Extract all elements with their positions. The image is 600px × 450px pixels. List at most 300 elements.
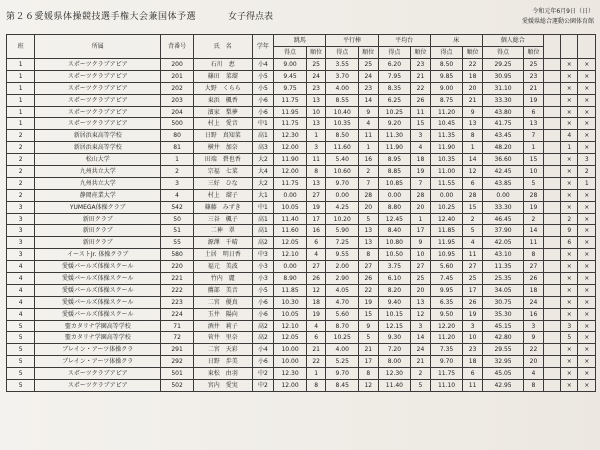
all-around-score: 43.85 [482,177,523,189]
floor-score: 6.35 [430,296,463,308]
beam-rank: 25 [411,273,431,285]
vault-rank: 13 [306,94,326,106]
grade-cell: 小4 [252,59,274,71]
all-around-rank: 4 [524,368,544,380]
floor-score: 11.10 [430,380,463,392]
table-row [7,332,596,344]
vault-rank: 26 [306,273,326,285]
extra-cell [543,284,560,296]
vault-rank: 4 [306,320,326,332]
name-cell: 横井 加奈 [193,142,252,154]
beam-rank: 17 [411,225,431,237]
group-cell: 2 [7,177,35,189]
table-row [7,70,596,82]
bars-score: 10.40 [326,106,359,118]
bars-rank: 13 [359,237,379,249]
all-around-score: 42.05 [482,237,523,249]
group-cell: 5 [7,344,35,356]
col-bars: 平行棒 [326,35,378,47]
bars-rank: 1 [359,142,379,154]
col-rank: 順位 [411,47,431,59]
vault-score: 12.30 [274,368,307,380]
team-cell: ブレイン・アーツ体操クラ [35,344,161,356]
floor-rank: 11 [463,249,483,261]
beam-score: 9.40 [378,296,411,308]
name-cell: 村上 愛音 [193,118,252,130]
team-cell: 松山大学 [35,154,161,166]
floor-score: 7.45 [430,273,463,285]
grade-cell: 小6 [252,296,274,308]
extra-cell: 9 [561,225,578,237]
bars-rank: 14 [359,94,379,106]
floor-rank: 3 [463,320,483,332]
extra-cell [543,118,560,130]
bib-cell: 203 [161,94,194,106]
extra-cell: × [561,380,578,392]
vault-rank: 11 [306,154,326,166]
beam-score: 11.90 [378,142,411,154]
team-cell: スポーツクラブアピア [35,59,161,71]
name-cell: 日野 真知菜 [193,130,252,142]
table-row [7,118,596,130]
vault-rank: 24 [306,70,326,82]
all-around-score: 36.60 [482,154,523,166]
group-cell: 3 [7,237,35,249]
bars-rank: 27 [359,261,379,273]
floor-score: 9.50 [430,308,463,320]
extra-cell: × [578,249,596,261]
vault-score: 11.95 [274,106,307,118]
all-around-score: 43.10 [482,249,523,261]
beam-score: 8.95 [378,154,411,166]
group-cell: 3 [7,225,35,237]
vault-score: 0.00 [274,261,307,273]
team-cell: YUMEGA体操クラブ [35,201,161,213]
beam-rank: 3 [411,320,431,332]
extra-cell: × [561,59,578,71]
extra-cell [543,237,560,249]
bars-rank: 9 [359,320,379,332]
name-cell: 東浜 楓香 [193,94,252,106]
all-around-rank: 14 [524,225,544,237]
bars-score: 10.60 [326,166,359,178]
table-row [7,261,596,273]
extra-cell: × [578,70,596,82]
all-around-score: 43.45 [482,130,523,142]
extra-cell: × [578,296,596,308]
beam-rank: 18 [411,154,431,166]
extra-cell: × [578,320,596,332]
group-cell: 5 [7,368,35,380]
group-cell: 2 [7,189,35,201]
col-vault: 跳馬 [274,35,326,47]
all-around-score: 33.30 [482,201,523,213]
floor-rank: 17 [463,284,483,296]
bars-rank: 8 [359,368,379,380]
all-around-rank: 20 [524,356,544,368]
name-cell: 二宮 優真 [193,296,252,308]
bib-cell: 220 [161,261,194,273]
bib-cell: 1 [161,154,194,166]
bib-cell: 81 [161,142,194,154]
extra-cell: 2 [578,166,596,178]
team-cell: 新田クラブ [35,213,161,225]
bars-score: 5.40 [326,154,359,166]
name-cell: 東松 由羽 [193,368,252,380]
all-around-score: 35.30 [482,308,523,320]
beam-score: 12.30 [378,368,411,380]
grade-cell: 小4 [252,344,274,356]
beam-rank: 12 [411,308,431,320]
vault-rank: 12 [306,284,326,296]
extra-cell [543,344,560,356]
extra-cell [543,320,560,332]
extra-cell: × [561,154,578,166]
bib-cell: 580 [161,249,194,261]
beam-rank: 11 [411,106,431,118]
vault-rank: 17 [306,213,326,225]
beam-score: 9.30 [378,332,411,344]
beam-rank: 27 [411,261,431,273]
beam-score: 10.85 [378,177,411,189]
all-around-score: 45.05 [482,368,523,380]
table-row [7,106,596,118]
floor-rank: 19 [463,308,483,320]
vault-score: 10.00 [274,344,307,356]
team-cell: スポーツクラブアピア [35,94,161,106]
name-cell: 宗福 七菜 [193,166,252,178]
vault-rank: 16 [306,225,326,237]
extra-cell: × [578,273,596,285]
extra-cell: × [578,142,596,154]
all-around-rank: 19 [524,94,544,106]
bars-score: 5.60 [326,308,359,320]
extra-cell: × [578,201,596,213]
grade-cell: 中1 [252,201,274,213]
floor-rank: 5 [463,225,483,237]
team-cell: ブレイン・アーツ体操クラ [35,356,161,368]
extra-cell: × [578,130,596,142]
team-cell: 愛媛パールズ体操スクール [35,296,161,308]
extra-cell [543,213,560,225]
extra-cell: 3 [578,154,596,166]
bars-rank: 20 [359,201,379,213]
floor-score: 11.55 [430,177,463,189]
floor-score: 12.20 [430,320,463,332]
bars-rank: 22 [359,284,379,296]
floor-rank: 21 [463,94,483,106]
bars-score: 2.00 [326,261,359,273]
floor-score: 8.75 [430,94,463,106]
floor-score: 0.00 [430,189,463,201]
col-beam: 平均台 [378,35,430,47]
bib-cell: 292 [161,356,194,368]
team-cell: 九州共立大学 [35,166,161,178]
extra-cell: 1 [578,177,596,189]
score-table [6,34,596,392]
floor-score: 8.50 [430,59,463,71]
vault-rank: 18 [306,296,326,308]
group-cell: 1 [7,94,35,106]
bars-score: 0.00 [326,189,359,201]
all-around-rank: 18 [524,284,544,296]
beam-score: 6.20 [378,59,411,71]
bib-cell: 55 [161,237,194,249]
all-around-score: 31.10 [482,82,523,94]
floor-rank: 27 [463,261,483,273]
bars-rank: 5 [359,332,379,344]
vault-rank: 22 [306,356,326,368]
extra-cell: × [561,177,578,189]
table-row [7,201,596,213]
group-cell: 3 [7,201,35,213]
col-score: 得点 [326,47,359,59]
all-around-rank: 26 [524,273,544,285]
beam-score: 8.20 [378,284,411,296]
bars-rank: 7 [359,177,379,189]
grade-cell: 小5 [252,284,274,296]
bars-rank: 4 [359,118,379,130]
beam-score: 0.00 [378,189,411,201]
floor-score: 11.90 [430,142,463,154]
extra-cell: × [561,261,578,273]
bars-score: 2.90 [326,273,359,285]
all-around-score: 37.90 [482,225,523,237]
group-cell: 1 [7,59,35,71]
all-around-score: 33.30 [482,94,523,106]
vault-score: 11.85 [274,284,307,296]
bars-rank: 28 [359,189,379,201]
team-cell: 新田クラブ [35,237,161,249]
bib-cell: 501 [161,368,194,380]
all-around-score: 30.75 [482,296,523,308]
vault-rank: 27 [306,189,326,201]
bars-score: 8.45 [326,380,359,392]
vault-score: 12.00 [274,142,307,154]
beam-rank: 24 [411,344,431,356]
beam-score: 10.15 [378,308,411,320]
bars-score: 8.50 [326,130,359,142]
floor-rank: 8 [463,130,483,142]
all-around-rank: 27 [524,261,544,273]
bars-score: 5.25 [326,356,359,368]
grade-cell: 小5 [252,70,274,82]
floor-score: 10.95 [430,249,463,261]
vault-score: 10.05 [274,201,307,213]
extra-cell: × [578,225,596,237]
floor-rank: 28 [463,189,483,201]
beam-score: 7.95 [378,70,411,82]
beam-score: 10.25 [378,106,411,118]
vault-score: 0.00 [274,189,307,201]
name-cell: 竹内 麗 [193,273,252,285]
team-cell: 愛媛パールズ体操スクール [35,273,161,285]
table-row [7,82,596,94]
name-cell: 酒井 莉子 [193,320,252,332]
extra-cell: × [561,166,578,178]
bib-cell: 223 [161,296,194,308]
extra-cell: × [561,249,578,261]
vault-score: 9.75 [274,82,307,94]
team-cell: イーストJr. 体操クラブ [35,249,161,261]
floor-score: 10.25 [430,201,463,213]
floor-rank: 1 [463,142,483,154]
bars-score: 8.70 [326,320,359,332]
team-cell: 聖カタリナ学園高等学校 [35,332,161,344]
vault-rank: 8 [306,380,326,392]
grade-cell: 中2 [252,368,274,380]
vault-rank: 4 [306,249,326,261]
table-row [7,273,596,285]
vault-score: 11.90 [274,154,307,166]
table-row [7,189,596,201]
floor-rank: 14 [463,154,483,166]
extra-cell: 5 [561,332,578,344]
beam-rank: 9 [411,237,431,249]
extra-cell: × [561,201,578,213]
bars-rank: 2 [359,166,379,178]
all-around-score: 42.95 [482,380,523,392]
floor-rank: 9 [463,106,483,118]
floor-score: 9.95 [430,284,463,296]
bars-rank: 21 [359,344,379,356]
group-cell: 2 [7,142,35,154]
extra-cell: × [578,213,596,225]
beam-rank: 26 [411,94,431,106]
vault-rank: 6 [306,332,326,344]
bib-cell: 224 [161,308,194,320]
all-around-score: 11.35 [482,261,523,273]
group-cell: 3 [7,213,35,225]
all-around-rank: 1 [524,142,544,154]
col-score: 得点 [482,47,523,59]
name-cell: 石川 恵 [193,59,252,71]
document-title: 第２６愛媛県体操競技選手権大会兼国体予選 [6,12,197,22]
name-cell: 濱家 梨夢 [193,106,252,118]
team-cell: 新居浜東高等学校 [35,130,161,142]
col-floor: 床 [430,35,482,47]
col-score: 得点 [274,47,307,59]
name-cell: 二神 翠 [193,225,252,237]
group-cell: 4 [7,273,35,285]
bars-score: 9.70 [326,368,359,380]
name-cell: 村上 瑠子 [193,189,252,201]
vault-score: 11.60 [274,225,307,237]
table-row [7,344,596,356]
group-cell: 4 [7,284,35,296]
all-around-rank: 3 [524,320,544,332]
extra-cell: × [578,106,596,118]
beam-score: 3.75 [378,261,411,273]
bars-score: 9.55 [326,249,359,261]
table-row [7,237,596,249]
group-cell: 4 [7,261,35,273]
bib-cell: 2 [161,166,194,178]
table-row [7,380,596,392]
table-row [7,296,596,308]
floor-rank: 13 [463,118,483,130]
vault-rank: 3 [306,142,326,154]
vault-score: 12.30 [274,130,307,142]
beam-rank: 23 [411,59,431,71]
extra-cell: × [561,70,578,82]
event-date: 令和元年6月9日（日） [532,8,594,15]
bib-cell: 80 [161,130,194,142]
bars-rank: 23 [359,82,379,94]
beam-score: 11.30 [378,130,411,142]
extra-cell [543,225,560,237]
bars-rank: 19 [359,296,379,308]
name-cell: 三谷 楓子 [193,213,252,225]
team-cell: スポーツクラブアピア [35,380,161,392]
table-row [7,356,596,368]
all-around-rank: 5 [524,177,544,189]
name-cell: 大野 くらら [193,82,252,94]
beam-rank: 2 [411,368,431,380]
beam-score: 10.50 [378,249,411,261]
all-around-score: 30.95 [482,70,523,82]
floor-score: 9.00 [430,82,463,94]
floor-rank: 26 [463,296,483,308]
table-row [7,130,596,142]
grade-cell: 高3 [252,142,274,154]
floor-score: 5.60 [430,261,463,273]
col-score: 得点 [430,47,463,59]
name-cell: 菅井 里奈 [193,332,252,344]
vault-score: 11.75 [274,177,307,189]
beam-rank: 21 [411,70,431,82]
group-cell: 3 [7,249,35,261]
bars-rank: 15 [359,308,379,320]
bars-score: 10.25 [326,332,359,344]
all-around-rank: 10 [524,166,544,178]
all-around-rank: 28 [524,189,544,201]
all-around-score: 29.55 [482,344,523,356]
all-around-rank: 23 [524,70,544,82]
name-cell: 二宮 天彩 [193,344,252,356]
beam-rank: 14 [411,332,431,344]
bars-rank: 16 [359,154,379,166]
group-cell: 1 [7,106,35,118]
table-row [7,284,596,296]
team-cell: スポーツクラブアピア [35,106,161,118]
all-around-rank: 15 [524,154,544,166]
floor-score: 11.20 [430,106,463,118]
team-cell: スポーツクラブアピア [35,82,161,94]
floor-score: 10.45 [430,118,463,130]
extra-cell: × [578,189,596,201]
extra-cell [543,332,560,344]
bib-cell: 72 [161,332,194,344]
floor-rank: 10 [463,332,483,344]
extra-cell [543,368,560,380]
col-extra-3 [578,35,596,59]
group-cell: 1 [7,118,35,130]
beam-rank: 22 [411,82,431,94]
extra-cell: × [578,94,596,106]
group-cell: 2 [7,166,35,178]
extra-cell [543,261,560,273]
extra-cell [543,189,560,201]
floor-rank: 12 [463,166,483,178]
bib-cell: 500 [161,118,194,130]
extra-cell [543,94,560,106]
vault-score: 12.05 [274,237,307,249]
col-extra-1 [543,35,560,59]
vault-score: 12.00 [274,380,307,392]
grade-cell: 中2 [252,380,274,392]
grade-cell: 大2 [252,177,274,189]
